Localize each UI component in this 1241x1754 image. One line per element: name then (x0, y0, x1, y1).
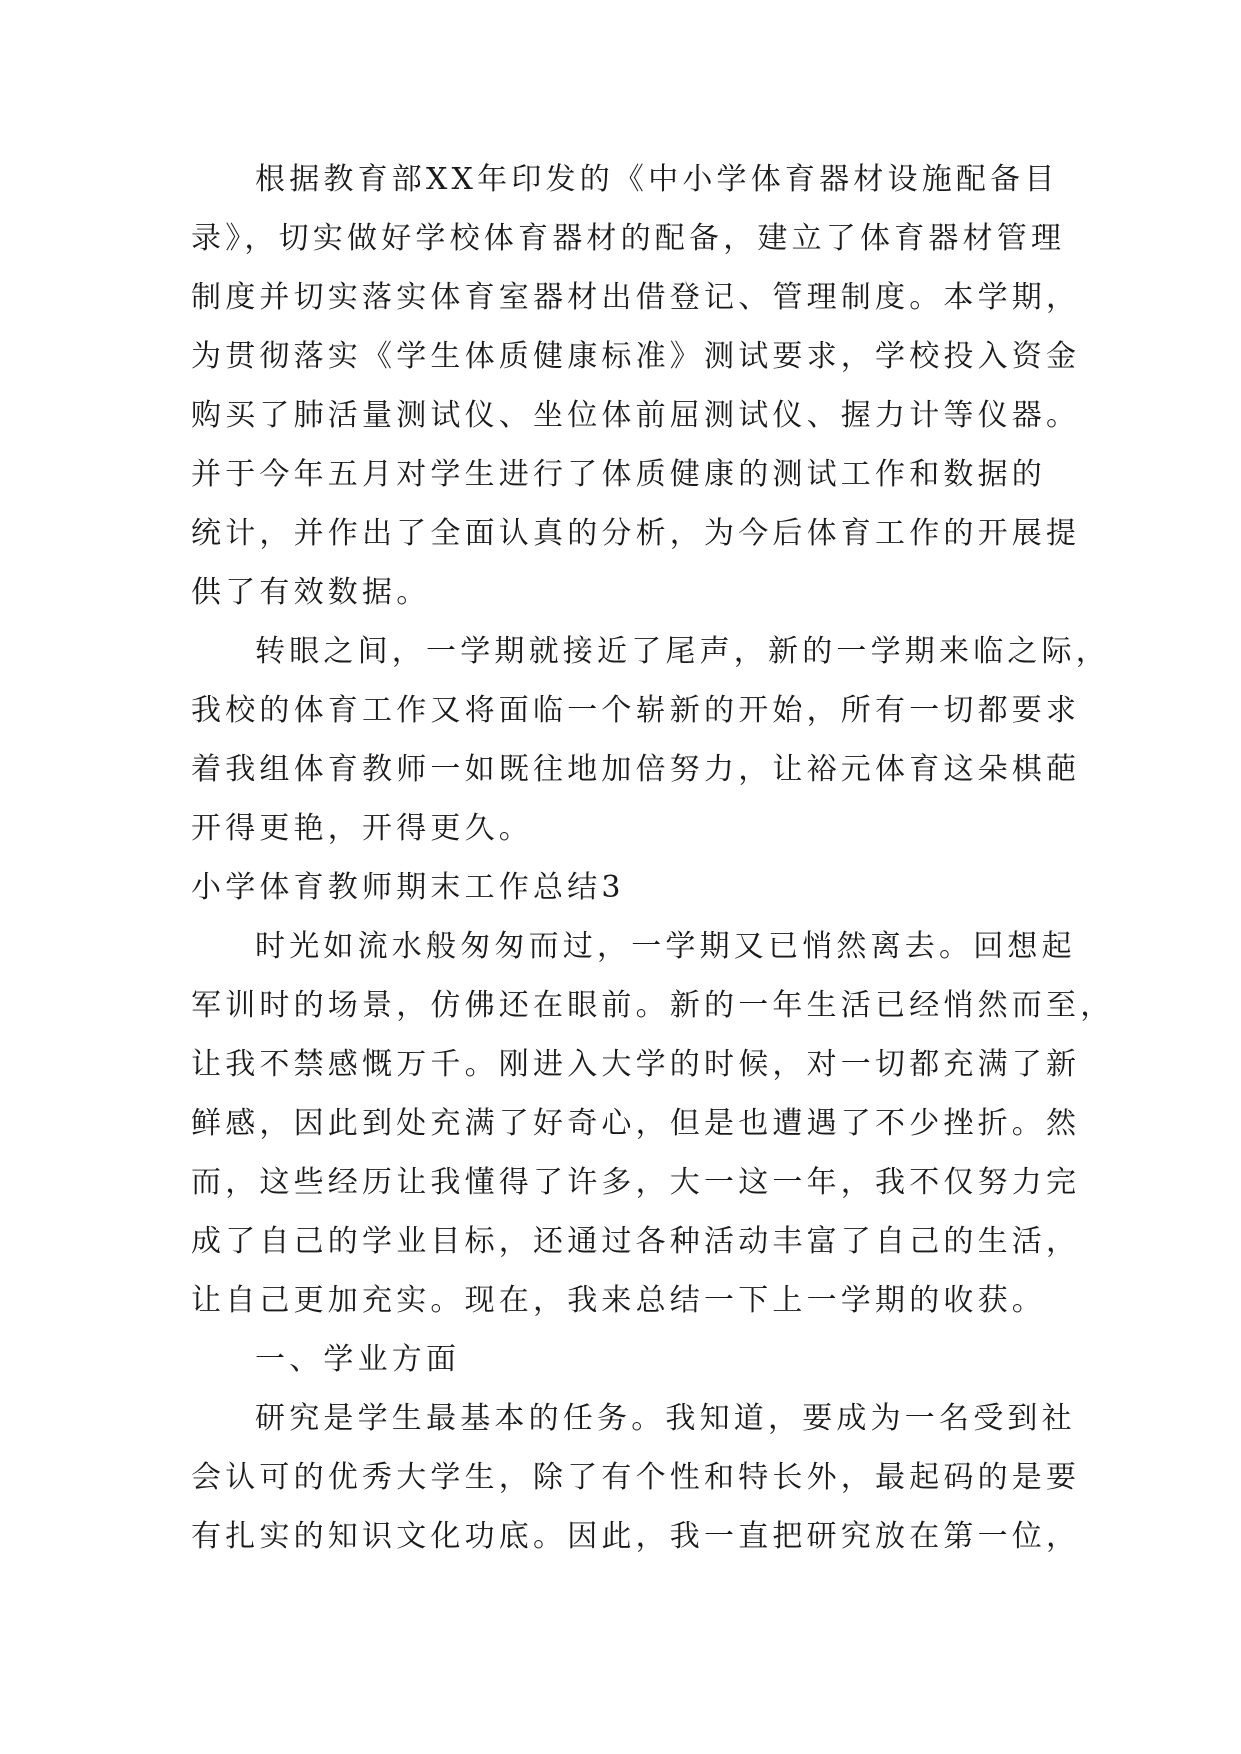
text-line: 为贯彻落实《学生体质健康标准》测试要求，学校投入资金 (191, 339, 1081, 374)
text-line: 让自己更加充实。现在，我来总结一下上一学期的收获。 (191, 1283, 1046, 1318)
text-line: 录》，切实做好学校体育器材的配备，建立了体育器材管理 (191, 221, 1066, 256)
paragraph-study (191, 1389, 1081, 1566)
text-line: 会认可的优秀大学生，除了有个性和特长外，最起码的是要 (191, 1460, 1081, 1495)
text-line: 让我不禁感慨万千。刚进入大学的时候，对一切都充满了新 (191, 1047, 1081, 1082)
text-line: 军训时的场景，仿佛还在眼前。新的一年生活已经悄然而至， (191, 988, 1115, 1023)
text-line: 统计，并作出了全面认真的分析，为今后体育工作的开展提 (191, 516, 1081, 551)
heading-text: 小学体育教师期末工作总结3 (191, 870, 625, 905)
paragraph-reflection (191, 917, 1115, 1330)
text-line: 时光如流水般匆匆而过，一学期又已悄然离去。回想起 (255, 929, 1076, 964)
text-line: 购买了肺活量测试仪、坐位体前屈测试仪、握力计等仪器。 (191, 398, 1081, 433)
text-line: 而，这些经历让我懂得了许多，大一这一年，我不仅努力完 (191, 1165, 1081, 1200)
subsection-heading (191, 1330, 1051, 1389)
text-line: 有扎实的知识文化功底。因此，我一直把研究放在第一位， (191, 1519, 1081, 1554)
text-line: 研究是学生最基本的任务。我知道，要成为一名受到社 (255, 1401, 1076, 1436)
text-line: 我校的体育工作又将面临一个崭新的开始，所有一切都要求 (191, 693, 1081, 728)
section-heading (191, 858, 1051, 917)
text-line: 成了自己的学业目标，还通过各种活动丰富了自己的生活， (191, 1224, 1081, 1259)
text-line: 鲜感，因此到处充满了好奇心，但是也遭遇了不少挫折。然 (191, 1106, 1081, 1141)
text-line: 开得更艳，开得更久。 (191, 811, 533, 846)
subheading-text: 一、学业方面 (255, 1342, 461, 1377)
text-line: 着我组体育教师一如既往地加倍努力，让裕元体育这朵棋葩 (191, 752, 1081, 787)
text-line: 并于今年五月对学生进行了体质健康的测试工作和数据的 (191, 457, 1046, 492)
text-line: 转眼之间，一学期就接近了尾声，新的一学期来临之际， (255, 634, 1110, 669)
paragraph-closing (191, 622, 1110, 858)
text-line: 制度并切实落实体育室器材出借登记、管理制度。本学期， (191, 280, 1081, 315)
text-line: 根据教育部XX年印发的《中小学体育器材设施配备目 (255, 162, 1059, 197)
paragraph-equipment (191, 150, 1081, 622)
text-line: 供了有效数据。 (191, 575, 431, 610)
